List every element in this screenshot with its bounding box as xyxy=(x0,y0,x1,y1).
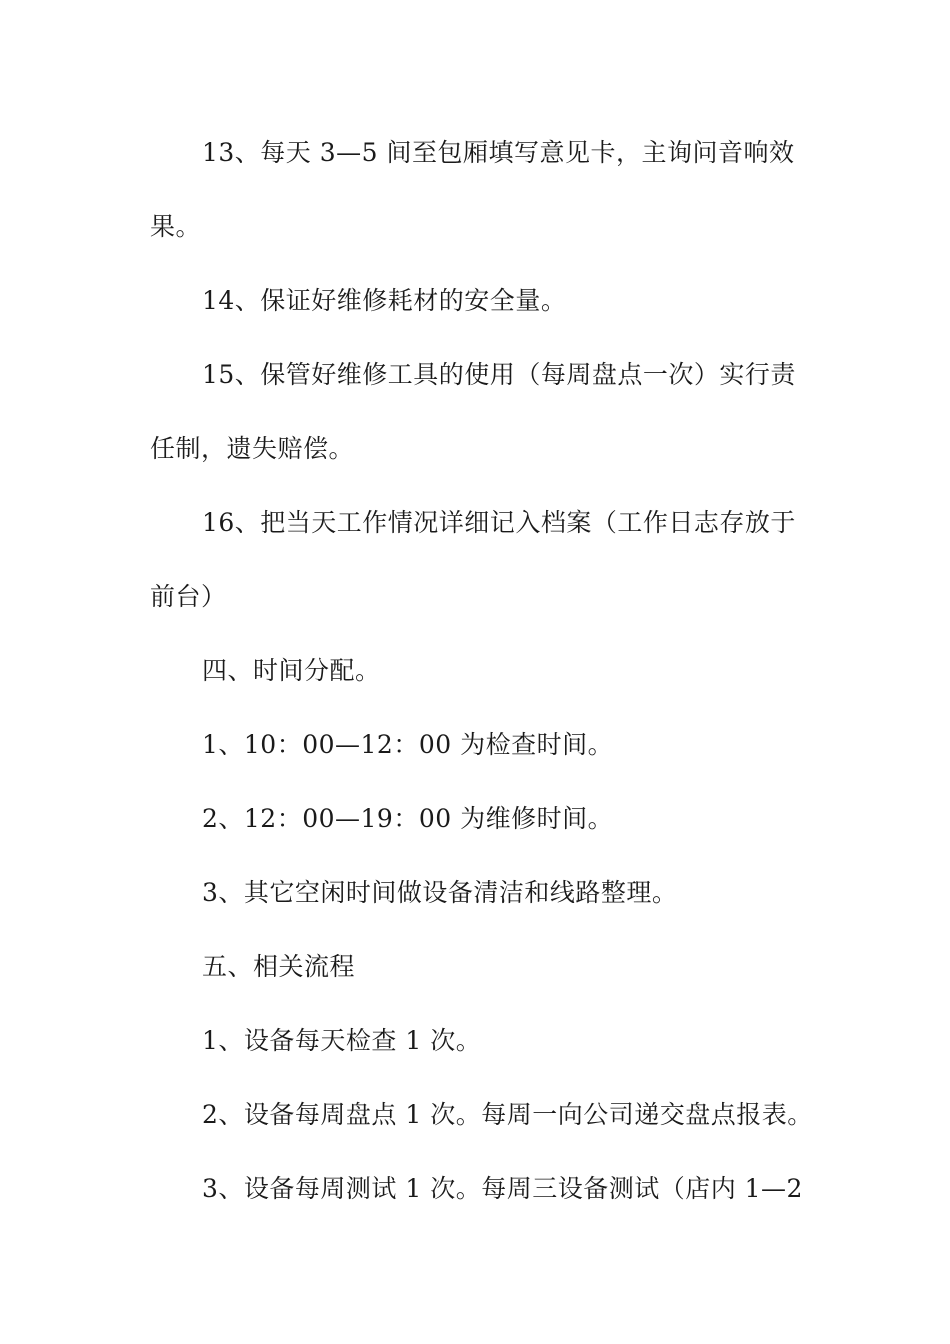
section-heading: 五、相关流程 xyxy=(202,952,356,981)
paragraph-line: 15、保管好维修工具的使用（每周盘点一次）实行责 xyxy=(202,360,796,389)
paragraph-line: 3、其它空闲时间做设备清洁和线路整理。 xyxy=(202,878,678,907)
paragraph-line: 2、12：00—19：00 为维修时间。 xyxy=(202,804,614,833)
paragraph-line: 14、保证好维修耗材的安全量。 xyxy=(202,286,567,315)
paragraph-line: 16、把当天工作情况详细记入档案（工作日志存放于 xyxy=(202,508,796,537)
paragraph-line: 3、设备每周测试 1 次。每周三设备测试（店内 1—2 xyxy=(202,1174,803,1203)
paragraph-line: 1、10：00—12：00 为检查时间。 xyxy=(202,730,614,759)
paragraph-line: 任制，遗失赔偿。 xyxy=(150,434,355,463)
paragraph-line: 果。 xyxy=(150,212,202,241)
paragraph-line: 前台） xyxy=(150,582,227,611)
paragraph-line: 2、设备每周盘点 1 次。每周一向公司递交盘点报表。 xyxy=(202,1100,813,1129)
document-body xyxy=(150,130,813,1240)
paragraph-line: 13、每天 3—5 间至包厢填写意见卡，主询问音响效 xyxy=(202,138,795,167)
section-heading: 四、时间分配。 xyxy=(202,656,381,685)
paragraph-line: 1、设备每天检查 1 次。 xyxy=(202,1026,482,1055)
